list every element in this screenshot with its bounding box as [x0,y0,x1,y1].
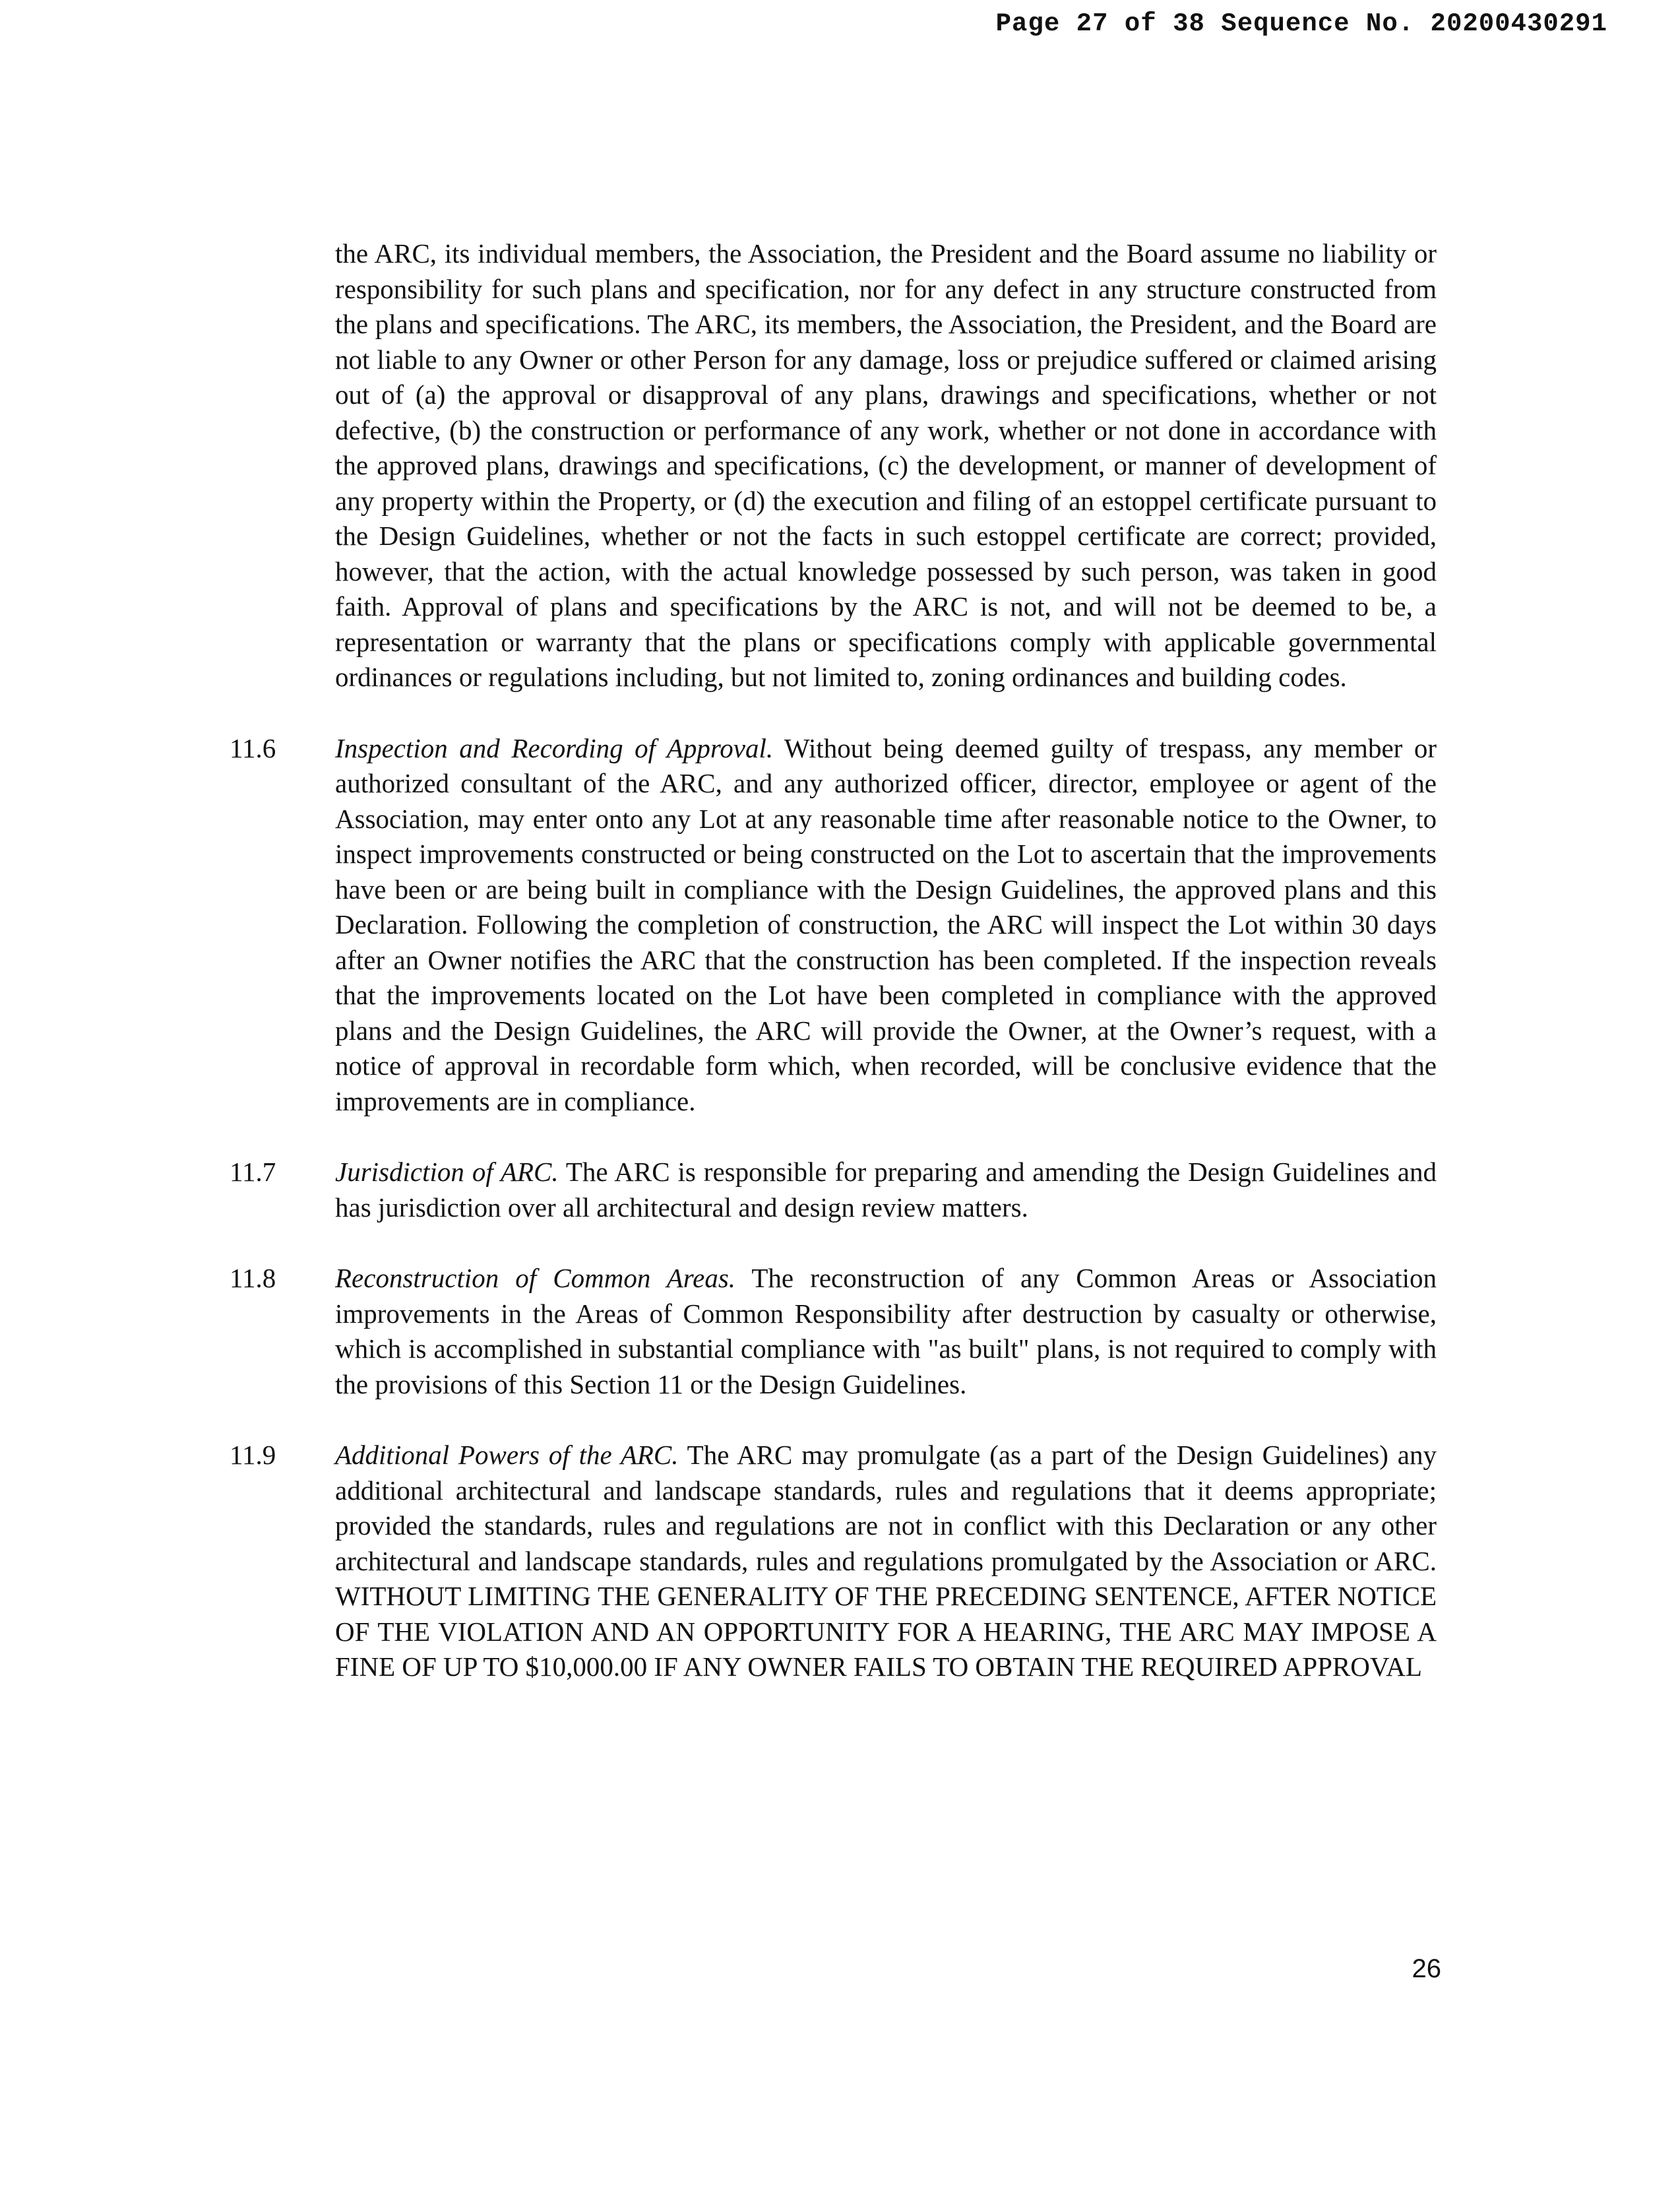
section-number: 11.6 [230,732,276,763]
continuation-paragraph: the ARC, its individual members, the Association, the President and the Board assume no liability or responsibility for such plans and specification, nor for any defect in any structure constructed from the plans and specifications. The ARC, its members, the Association, the President, and the Board are not liable to any Owner or other Person for any damage, loss or prejudice suffered or claimed arising out of (a) the approval or disapproval of any plans, drawings and specifications, whether or not defective, (b) the construction or performance of any work, whether or not done in accordance with the approved plans, drawings and specifications, (c) the development, or manner of development of any property within the Property, or (d) the execution and filing of an estoppel certificate pursuant to the Design Guidelines, whether or not the facts in such estoppel certificate are correct; provided, however, that the action, with the actual knowledge possessed by such person, was taken in good faith. Approval of plans and specifications by the ARC is not, and will not be deemed to be, a representation or warranty that the plans or specifications comply with applicable governmental ordinances or regulations including, but not limited to, zoning ordinances and building codes. [335,238,1437,692]
section-number: 11.7 [230,1157,276,1187]
section-body: The reconstruction of any Common Areas or Association improvements in the Areas of Common Responsibility after destruction by casualty or otherwise, which is accomplished in substantial compliance with "as built" plans, is not required to comply with the provisions of this Section 11 or the Design Guidelines. [335,1263,1437,1399]
section-11-6 [230,731,1437,1120]
section-11-8 [230,1261,1437,1402]
document-body [230,236,1437,1721]
section-title: Additional Powers of the ARC. [335,1440,679,1470]
section-body: Without being deemed guilty of trespass, any member or authorized consultant of the ARC, and any authorized officer, director, employee or agent of the Association, may enter onto any Lot at any reasonable time after reasonable notice to the Owner, to inspect improvements constructed or being constructed on the Lot to ascertain that the improvements have been or are being built in compliance with the Design Guidelines, the approved plans and this Declaration. Following the completion of construction, the ARC will inspect the Lot within 30 days after an Owner notifies the ARC that the construction has been completed. If the inspection reveals that the improvements located on the Lot have been completed in compliance with the approved plans and the Design Guidelines, the ARC will provide the Owner, at the Owner’s request, with a notice of approval in recordable form which, when recorded, will be conclusive evidence that the improvements are in compliance. [335,732,1437,1116]
section-title: Inspection and Recording of Approval. [335,732,774,763]
section-body: The ARC is responsible for preparing and amending the Design Guidelines and has jurisdiction over all architectural and design review matters. [335,1157,1437,1223]
section-11-9 [230,1438,1437,1685]
section-number: 11.8 [230,1263,276,1293]
section-body: The ARC may promulgate (as a part of the Design Guidelines) any additional architectural and landscape standards, rules and regulations that it deems appropriate; provided the standards, rules and regulations are not in conflict with this Declaration or any other architectural and landscape standards, rules and regulations promulgated by the Association or ARC. WITHOUT LIMITING THE GENERALITY OF THE PRECEDING SENTENCE, AFTER NOTICE OF THE VIOLATION AND AN OPPORTUNITY FOR A HEARING, THE ARC MAY IMPOSE A FINE OF UP TO $10,000.00 IF ANY OWNER FAILS TO OBTAIN THE REQUIRED APPROVAL [335,1440,1437,1682]
section-title: Jurisdiction of ARC. [335,1157,559,1187]
recording-header: Page 27 of 38 Sequence No. 20200430291 [995,9,1607,38]
section-number: 11.9 [230,1440,276,1470]
section-11-7 [230,1155,1437,1225]
section-title: Reconstruction of Common Areas. [335,1263,736,1293]
page-number: 26 [1412,1954,1441,1983]
